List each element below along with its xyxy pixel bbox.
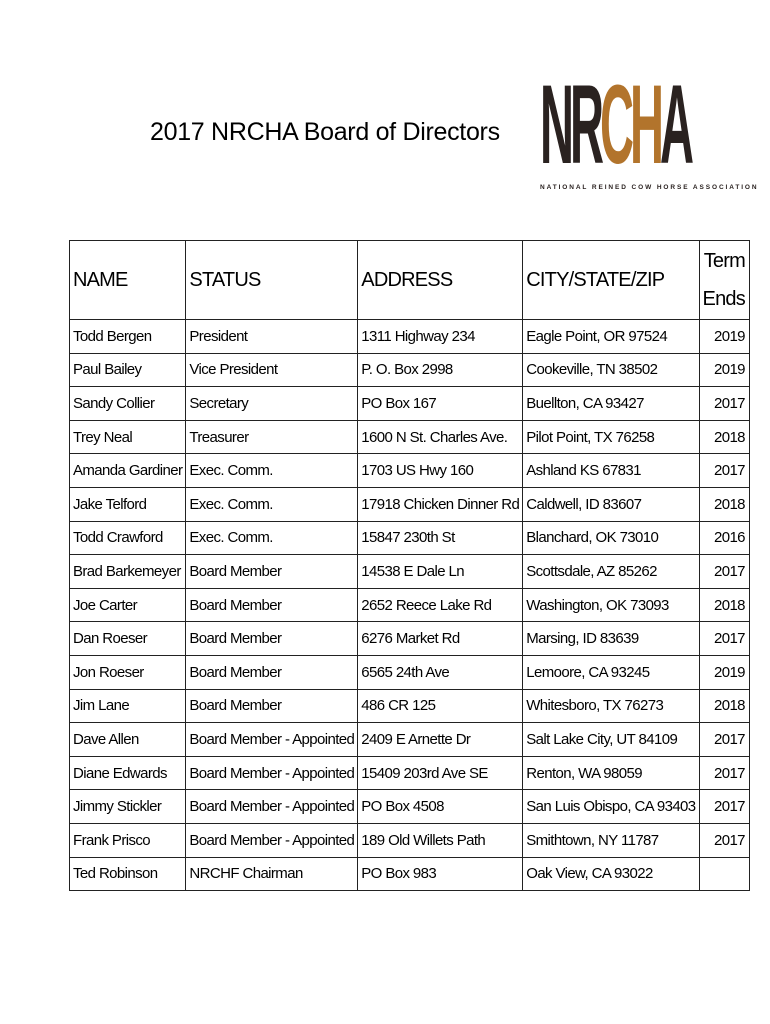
table-row <box>70 857 750 891</box>
cell-address: 189 Old Willets Path <box>358 823 523 857</box>
cell-address: PO Box 983 <box>358 857 523 891</box>
table-row <box>70 353 750 387</box>
cell-status: Treasurer <box>186 420 358 454</box>
header-term-line2: Ends <box>702 288 745 310</box>
table-row <box>70 655 750 689</box>
header-address: ADDRESS <box>358 241 523 320</box>
logo-letter: R <box>570 62 604 187</box>
cell-name: Joe Carter <box>70 588 186 622</box>
cell-term-ends: 2017 <box>699 790 749 824</box>
cell-address: PO Box 4508 <box>358 790 523 824</box>
cell-term-ends: 2017 <box>699 454 749 488</box>
cell-city-state-zip: Whitesboro, TX 76273 <box>523 689 699 723</box>
cell-name: Brad Barkemeyer <box>70 555 186 589</box>
cell-city-state-zip: Salt Lake City, UT 84109 <box>523 723 699 757</box>
cell-name: Frank Prisco <box>70 823 186 857</box>
cell-term-ends: 2019 <box>699 320 749 354</box>
cell-term-ends: 2018 <box>699 689 749 723</box>
cell-address: 15847 230th St <box>358 521 523 555</box>
cell-name: Trey Neal <box>70 420 186 454</box>
cell-status: Exec. Comm. <box>186 454 358 488</box>
cell-status: Vice President <box>186 353 358 387</box>
logo-letter: H <box>630 62 664 187</box>
cell-term-ends: 2019 <box>699 353 749 387</box>
logo-wordmark <box>540 62 694 187</box>
cell-address: 6565 24th Ave <box>358 655 523 689</box>
cell-city-state-zip: Eagle Point, OR 97524 <box>523 320 699 354</box>
table-body <box>70 320 750 891</box>
header-term-line1: Term <box>703 250 745 272</box>
cell-term-ends: 2016 <box>699 521 749 555</box>
header-city-state-zip: CITY/STATE/ZIP <box>523 241 699 320</box>
cell-status: Board Member <box>186 689 358 723</box>
table-row <box>70 420 750 454</box>
cell-term-ends: 2017 <box>699 387 749 421</box>
cell-status: Board Member <box>186 622 358 656</box>
logo-letter: C <box>600 62 634 187</box>
cell-city-state-zip: Marsing, ID 83639 <box>523 622 699 656</box>
cell-name: Ted Robinson <box>70 857 186 891</box>
cell-name: Amanda Gardiner <box>70 454 186 488</box>
cell-status: Board Member - Appointed <box>186 823 358 857</box>
cell-address: 15409 203rd Ave SE <box>358 756 523 790</box>
cell-term-ends <box>699 857 749 891</box>
table-row <box>70 320 750 354</box>
cell-name: Dan Roeser <box>70 622 186 656</box>
cell-city-state-zip: Caldwell, ID 83607 <box>523 487 699 521</box>
cell-city-state-zip: San Luis Obispo, CA 93403 <box>523 790 699 824</box>
table-row <box>70 487 750 521</box>
cell-status: NRCHF Chairman <box>186 857 358 891</box>
cell-status: Board Member <box>186 655 358 689</box>
cell-name: Jimmy Stickler <box>70 790 186 824</box>
table-row <box>70 555 750 589</box>
cell-city-state-zip: Ashland KS 67831 <box>523 454 699 488</box>
cell-address: P. O. Box 2998 <box>358 353 523 387</box>
cell-address: 486 CR 125 <box>358 689 523 723</box>
cell-status: Board Member - Appointed <box>186 723 358 757</box>
board-table <box>69 240 750 891</box>
table-row <box>70 689 750 723</box>
cell-term-ends: 2018 <box>699 420 749 454</box>
logo-subtitle: NATIONAL REINED COW HORSE ASSOCIATION <box>540 184 759 191</box>
cell-status: Exec. Comm. <box>186 521 358 555</box>
table-header <box>70 241 750 320</box>
cell-status: Board Member - Appointed <box>186 790 358 824</box>
cell-status: President <box>186 320 358 354</box>
cell-city-state-zip: Renton, WA 98059 <box>523 756 699 790</box>
cell-term-ends: 2018 <box>699 487 749 521</box>
cell-term-ends: 2017 <box>699 622 749 656</box>
cell-name: Paul Bailey <box>70 353 186 387</box>
logo-letter: A <box>660 62 694 187</box>
table-row <box>70 387 750 421</box>
cell-city-state-zip: Blanchard, OK 73010 <box>523 521 699 555</box>
logo-letter: N <box>540 62 574 187</box>
cell-name: Jim Lane <box>70 689 186 723</box>
cell-term-ends: 2017 <box>699 555 749 589</box>
cell-term-ends: 2017 <box>699 756 749 790</box>
cell-status: Board Member <box>186 588 358 622</box>
cell-address: 1600 N St. Charles Ave. <box>358 420 523 454</box>
header-row <box>70 241 750 320</box>
cell-city-state-zip: Oak View, CA 93022 <box>523 857 699 891</box>
table-row <box>70 823 750 857</box>
table-row <box>70 756 750 790</box>
cell-name: Dave Allen <box>70 723 186 757</box>
cell-status: Exec. Comm. <box>186 487 358 521</box>
cell-address: 2409 E Arnette Dr <box>358 723 523 757</box>
cell-city-state-zip: Pilot Point, TX 76258 <box>523 420 699 454</box>
cell-city-state-zip: Cookeville, TN 38502 <box>523 353 699 387</box>
cell-name: Todd Bergen <box>70 320 186 354</box>
header-name: NAME <box>70 241 186 320</box>
cell-city-state-zip: Scottsdale, AZ 85262 <box>523 555 699 589</box>
cell-city-state-zip: Smithtown, NY 11787 <box>523 823 699 857</box>
table-row <box>70 521 750 555</box>
page-title: 2017 NRCHA Board of Directors <box>150 118 500 146</box>
header-term-ends <box>699 241 749 320</box>
cell-address: 14538 E Dale Ln <box>358 555 523 589</box>
cell-term-ends: 2017 <box>699 723 749 757</box>
cell-name: Todd Crawford <box>70 521 186 555</box>
table-row <box>70 723 750 757</box>
cell-address: 1703 US Hwy 160 <box>358 454 523 488</box>
cell-name: Sandy Collier <box>70 387 186 421</box>
cell-status: Board Member <box>186 555 358 589</box>
cell-city-state-zip: Lemoore, CA 93245 <box>523 655 699 689</box>
cell-address: PO Box 167 <box>358 387 523 421</box>
cell-name: Diane Edwards <box>70 756 186 790</box>
cell-city-state-zip: Washington, OK 73093 <box>523 588 699 622</box>
cell-status: Board Member - Appointed <box>186 756 358 790</box>
table-row <box>70 454 750 488</box>
cell-status: Secretary <box>186 387 358 421</box>
cell-name: Jake Telford <box>70 487 186 521</box>
cell-term-ends: 2017 <box>699 823 749 857</box>
table-row <box>70 588 750 622</box>
cell-address: 6276 Market Rd <box>358 622 523 656</box>
cell-name: Jon Roeser <box>70 655 186 689</box>
cell-term-ends: 2019 <box>699 655 749 689</box>
table-row <box>70 790 750 824</box>
cell-city-state-zip: Buellton, CA 93427 <box>523 387 699 421</box>
nrcha-logo <box>540 62 759 199</box>
cell-term-ends: 2018 <box>699 588 749 622</box>
cell-address: 17918 Chicken Dinner Rd <box>358 487 523 521</box>
cell-address: 2652 Reece Lake Rd <box>358 588 523 622</box>
header-status: STATUS <box>186 241 358 320</box>
cell-address: 1311 Highway 234 <box>358 320 523 354</box>
table-row <box>70 622 750 656</box>
